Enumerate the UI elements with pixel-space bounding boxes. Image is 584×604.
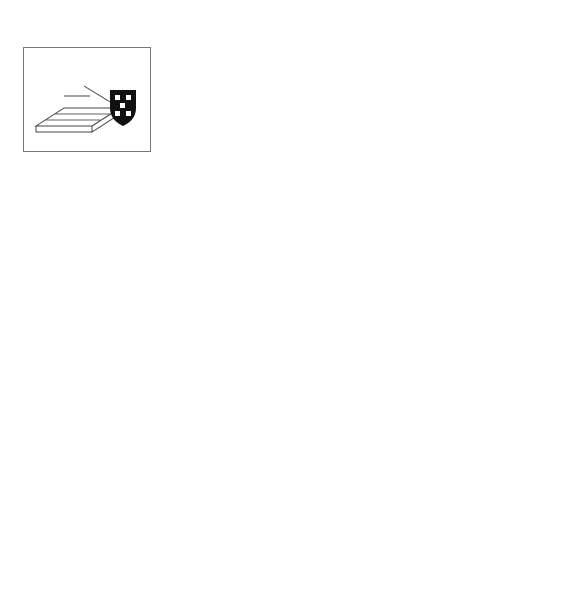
club-logo xyxy=(23,47,151,152)
shield-icon xyxy=(110,90,136,126)
